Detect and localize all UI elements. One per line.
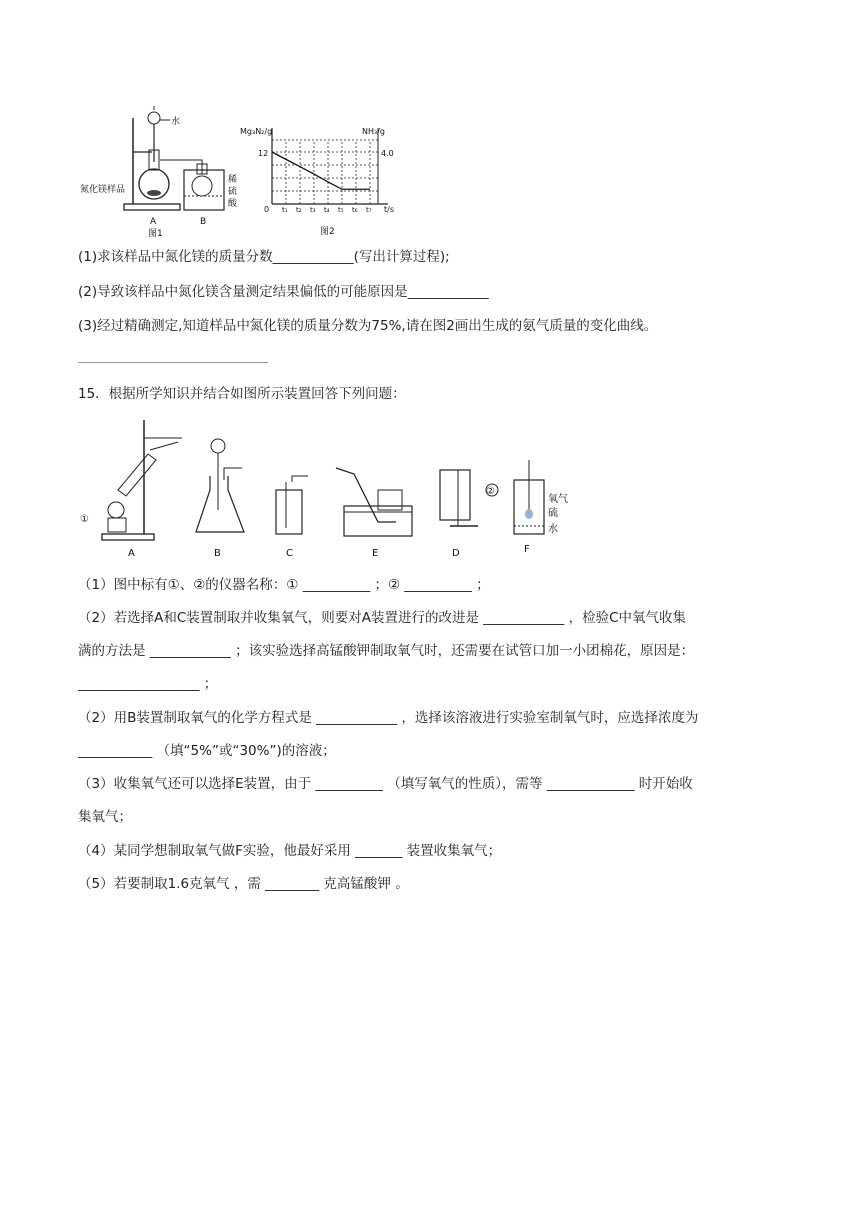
fig1-acid-3: 酸: [228, 199, 238, 209]
fig1-water-label: 水: [171, 117, 181, 127]
q15-line6: ___________ （填“5%”或“30%”)的溶液；: [78, 743, 336, 759]
label-sulfur: 硫: [548, 508, 558, 519]
label-water: 水: [548, 524, 558, 535]
y-tick-right: 4.0: [381, 149, 394, 158]
q15-apparatus-figure: [78, 410, 598, 560]
fig1-acid-2: 硫: [228, 187, 238, 197]
x-origin-label: 0: [264, 205, 270, 214]
q15-line1: （1）图中标有①、②的仪器名称：① __________ ；② __________ ；: [78, 577, 490, 593]
q15-line3: 满的方法是 ____________ ；该实验选择高锰酸钾制取氧气时，还需要在试管口加一小团棉花，原因是：: [78, 643, 695, 659]
label-e: E: [372, 548, 379, 559]
q14-part1: (1)求该样品中氮化镁的质量分数____________(写出计算过程);: [78, 249, 450, 265]
x-tick-label: t₄: [324, 206, 330, 214]
fig2-caption: 图2: [320, 227, 335, 237]
label-oxygen: 氧气: [548, 494, 568, 505]
label-circle-1: ①: [80, 514, 89, 525]
q15-line10: （5）若要制取1.6克氧气 ，需 ________ 克高锰酸钾 。: [78, 876, 409, 892]
q15-line4: __________________ ；: [78, 676, 218, 692]
q15-line7: （3）收集氧气还可以选择E装置，由于 __________ （填写氧气的性质），需等 _____________ 时开始收: [78, 776, 693, 792]
fig1-acid-1: 稀: [228, 175, 238, 185]
fig1-caption: 图1: [148, 229, 163, 239]
label-b: B: [214, 548, 221, 559]
x-axis-label: t/s: [384, 205, 394, 214]
x-tick-label: t₁: [282, 206, 288, 214]
q15-title: 15．根据所学知识并结合如图所示装置回答下列问题：: [78, 386, 406, 402]
y-axis-label-right: NH₃/g: [362, 127, 385, 136]
label-d: D: [452, 548, 460, 559]
y-tick-left: 12: [258, 149, 269, 158]
q14-part3: (3)经过精确测定,知道样品中氮化镁的质量分数为75%,请在图2画出生成的氨气质量的变化曲线。: [78, 318, 658, 334]
q15-line5: （2）用B装置制取氧气的化学方程式是 ____________ ，选择该溶液进行实验室制氧气时，应选择浓度为: [78, 710, 699, 726]
x-tick-label: t₂: [296, 206, 302, 214]
figure2-chart: [238, 100, 398, 240]
q15-apparatus-svg: [78, 410, 598, 560]
series-line-path: [272, 152, 370, 189]
q15-line2: （2）若选择A和C装置制取并收集氧气，则要对A装置进行的改进是 ____________ ，检验C中氧气收集: [78, 610, 686, 626]
label-a: A: [128, 548, 135, 559]
x-tick-label: t₇: [366, 206, 372, 214]
fig1-a-label: A: [150, 217, 157, 227]
series-mg3n2-line: [272, 152, 370, 189]
x-tick-label: t₅: [338, 206, 344, 214]
x-tick-label: t₃: [310, 206, 316, 214]
q14-part2: (2)导致该样品中氮化镁含量测定结果偏低的可能原因是____________: [78, 284, 489, 300]
y-axis-label-left: Mg₃N₂/g: [240, 127, 273, 136]
label-f: F: [524, 544, 530, 555]
fig1-sample-label: 氮化镁样品: [80, 185, 126, 195]
x-tick-labels: [282, 206, 372, 214]
figure-apparatus-and-graph: [78, 100, 408, 240]
q15-line9: （4）某同学想制取氧气做F实验，他最好采用 _______ 装置收集氧气；: [78, 843, 502, 859]
label-c: C: [286, 548, 293, 559]
q15-line8: 集氧气；: [78, 809, 132, 825]
separator-line: [78, 362, 268, 363]
label-circle-2: ②: [486, 486, 495, 497]
x-tick-label: t₆: [352, 206, 358, 214]
chart-grid: [272, 140, 378, 204]
fig1-b-label: B: [200, 217, 207, 227]
